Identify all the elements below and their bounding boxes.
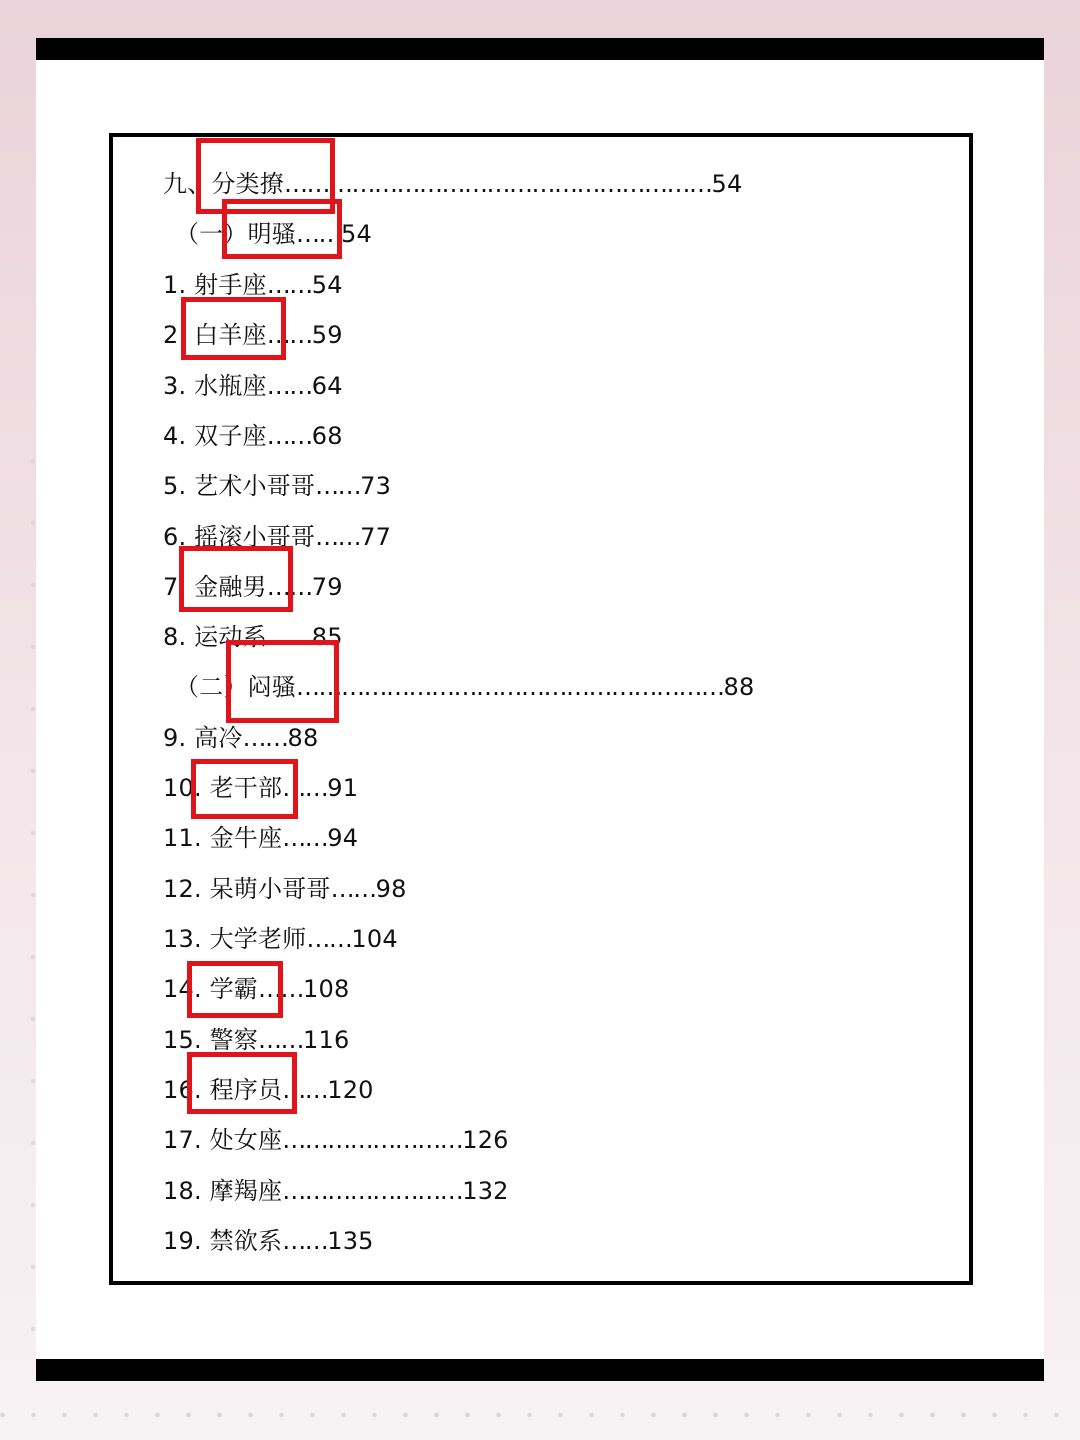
entry-number: 13.	[163, 925, 210, 953]
entry-title: 程序员	[209, 1076, 283, 1104]
page-number: 91	[327, 774, 359, 802]
page-number: 104	[351, 925, 398, 953]
page-number: 135	[327, 1227, 374, 1255]
table-of-contents	[113, 137, 969, 1281]
entry-title: 禁欲系	[209, 1227, 283, 1255]
entry-number: 2.	[163, 321, 195, 349]
highlight-box-mingsao	[222, 199, 342, 259]
entry-title: 金牛座	[209, 824, 283, 852]
dot-leader: ……	[266, 271, 312, 299]
entry-number: 14.	[163, 975, 210, 1003]
dot-leader: ……	[266, 321, 312, 349]
entry-title: 运动系	[194, 623, 267, 651]
entry-title: 双子座	[194, 422, 267, 450]
toc-entry-19	[163, 1226, 374, 1256]
entry-title: 摇滚小哥哥	[194, 523, 316, 551]
dot-leader: ……	[258, 975, 304, 1003]
entry-number: 4.	[163, 422, 195, 450]
toc-entry-18	[163, 1176, 509, 1206]
page-number: 88	[723, 673, 755, 701]
entry-number: 1.	[163, 271, 195, 299]
dot-leader: ……	[315, 472, 361, 500]
page-number: 68	[311, 422, 343, 450]
entry-number: 17.	[163, 1126, 210, 1154]
dot-leader: ……	[242, 724, 288, 752]
page-number: 116	[303, 1026, 350, 1054]
entry-title: 水瓶座	[194, 372, 267, 400]
entry-title: 警察	[209, 1026, 259, 1054]
dot-leader: …………………………………………………	[284, 170, 712, 198]
highlight-box-laoganbu	[191, 759, 298, 819]
page-number: 54	[711, 170, 743, 198]
dot-leader: ……	[266, 372, 312, 400]
page-number: 77	[360, 523, 392, 551]
entry-number: 3.	[163, 372, 195, 400]
entry-title: 老干部	[209, 774, 283, 802]
toc-entry-11	[163, 823, 358, 853]
dot-leader: ……	[315, 523, 361, 551]
entry-title: 明骚	[247, 220, 297, 248]
dot-leader: …………………………………………………	[296, 673, 724, 701]
dot-leader: ……	[266, 422, 312, 450]
dot-leader: ……………………	[282, 1177, 463, 1205]
entry-number: 8.	[163, 623, 195, 651]
top-black-bar	[36, 38, 1044, 60]
entry-title: 学霸	[209, 975, 259, 1003]
entry-title: 艺术小哥哥	[194, 472, 316, 500]
entry-number: （一）	[175, 220, 248, 248]
entry-number: 6.	[163, 523, 195, 551]
entry-number: 15.	[163, 1026, 210, 1054]
page-number: 54	[341, 220, 372, 248]
toc-entry-3	[163, 371, 343, 401]
entry-number: 九、	[163, 170, 212, 198]
entry-number: 16.	[163, 1076, 210, 1104]
highlight-box-xueba	[187, 961, 283, 1018]
page-number: 126	[462, 1126, 509, 1154]
decorative-dots-bottom	[0, 1405, 1080, 1425]
dot-leader: ……	[330, 875, 376, 903]
page-number: 59	[311, 321, 343, 349]
entry-title: 摩羯座	[209, 1177, 283, 1205]
highlight-box-baiyangzuo	[181, 297, 286, 360]
dot-leader: ……	[282, 824, 328, 852]
entry-number: 7.	[163, 573, 195, 601]
dot-leader: ……	[258, 1026, 304, 1054]
entry-title: 闷骚	[247, 673, 297, 701]
entry-number: 11.	[163, 824, 210, 852]
toc-entry-9	[163, 723, 319, 753]
page-number: 64	[311, 372, 343, 400]
entry-number: （二）	[175, 673, 248, 701]
toc-entry-15	[163, 1025, 349, 1055]
page-number: 54	[311, 271, 343, 299]
dot-leader: ……	[266, 573, 312, 601]
toc-entry-5	[163, 471, 391, 501]
toc-entry-13	[163, 924, 398, 954]
toc-entry-12	[163, 874, 407, 904]
dot-leader: ……	[282, 774, 328, 802]
page-number: 120	[327, 1076, 374, 1104]
dot-leader: ……	[266, 623, 312, 651]
entry-title: 金融男	[194, 573, 267, 601]
toc-entry-1	[163, 270, 343, 300]
entry-number: 10.	[163, 774, 210, 802]
entry-number: 12.	[163, 875, 210, 903]
entry-title: 分类撩	[211, 170, 285, 198]
table-of-contents-frame	[109, 133, 973, 1285]
document-page	[36, 38, 1044, 1381]
highlight-box-mensao	[226, 640, 339, 723]
page-number: 132	[462, 1177, 509, 1205]
page-number: 85	[311, 623, 343, 651]
entry-number: 19.	[163, 1227, 210, 1255]
entry-title: 高冷	[194, 724, 243, 752]
entry-number: 18.	[163, 1177, 210, 1205]
page-number: 73	[360, 472, 392, 500]
page-number: 98	[375, 875, 407, 903]
dot-leader: ……	[282, 1076, 328, 1104]
entry-number: 5.	[163, 472, 195, 500]
entry-title: 白羊座	[194, 321, 267, 349]
entry-title: 呆萌小哥哥	[209, 875, 331, 903]
toc-entry-17	[163, 1125, 509, 1155]
page-number: 88	[287, 724, 319, 752]
highlight-box-jinrongnan	[179, 546, 293, 612]
page-number: 108	[303, 975, 350, 1003]
entry-title: 大学老师	[209, 925, 307, 953]
highlight-box-chengxuyuan	[187, 1052, 297, 1114]
dot-leader: ……	[296, 220, 342, 248]
dot-leader: ……………………	[282, 1126, 463, 1154]
bottom-black-bar	[36, 1359, 1044, 1381]
dot-leader: ……	[282, 1227, 328, 1255]
entry-title: 射手座	[194, 271, 267, 299]
entry-title: 处女座	[209, 1126, 283, 1154]
dot-leader: ……	[306, 925, 352, 953]
entry-number: 9.	[163, 724, 195, 752]
page-number: 94	[327, 824, 359, 852]
toc-entry-4	[163, 421, 343, 451]
page-number: 79	[311, 573, 343, 601]
